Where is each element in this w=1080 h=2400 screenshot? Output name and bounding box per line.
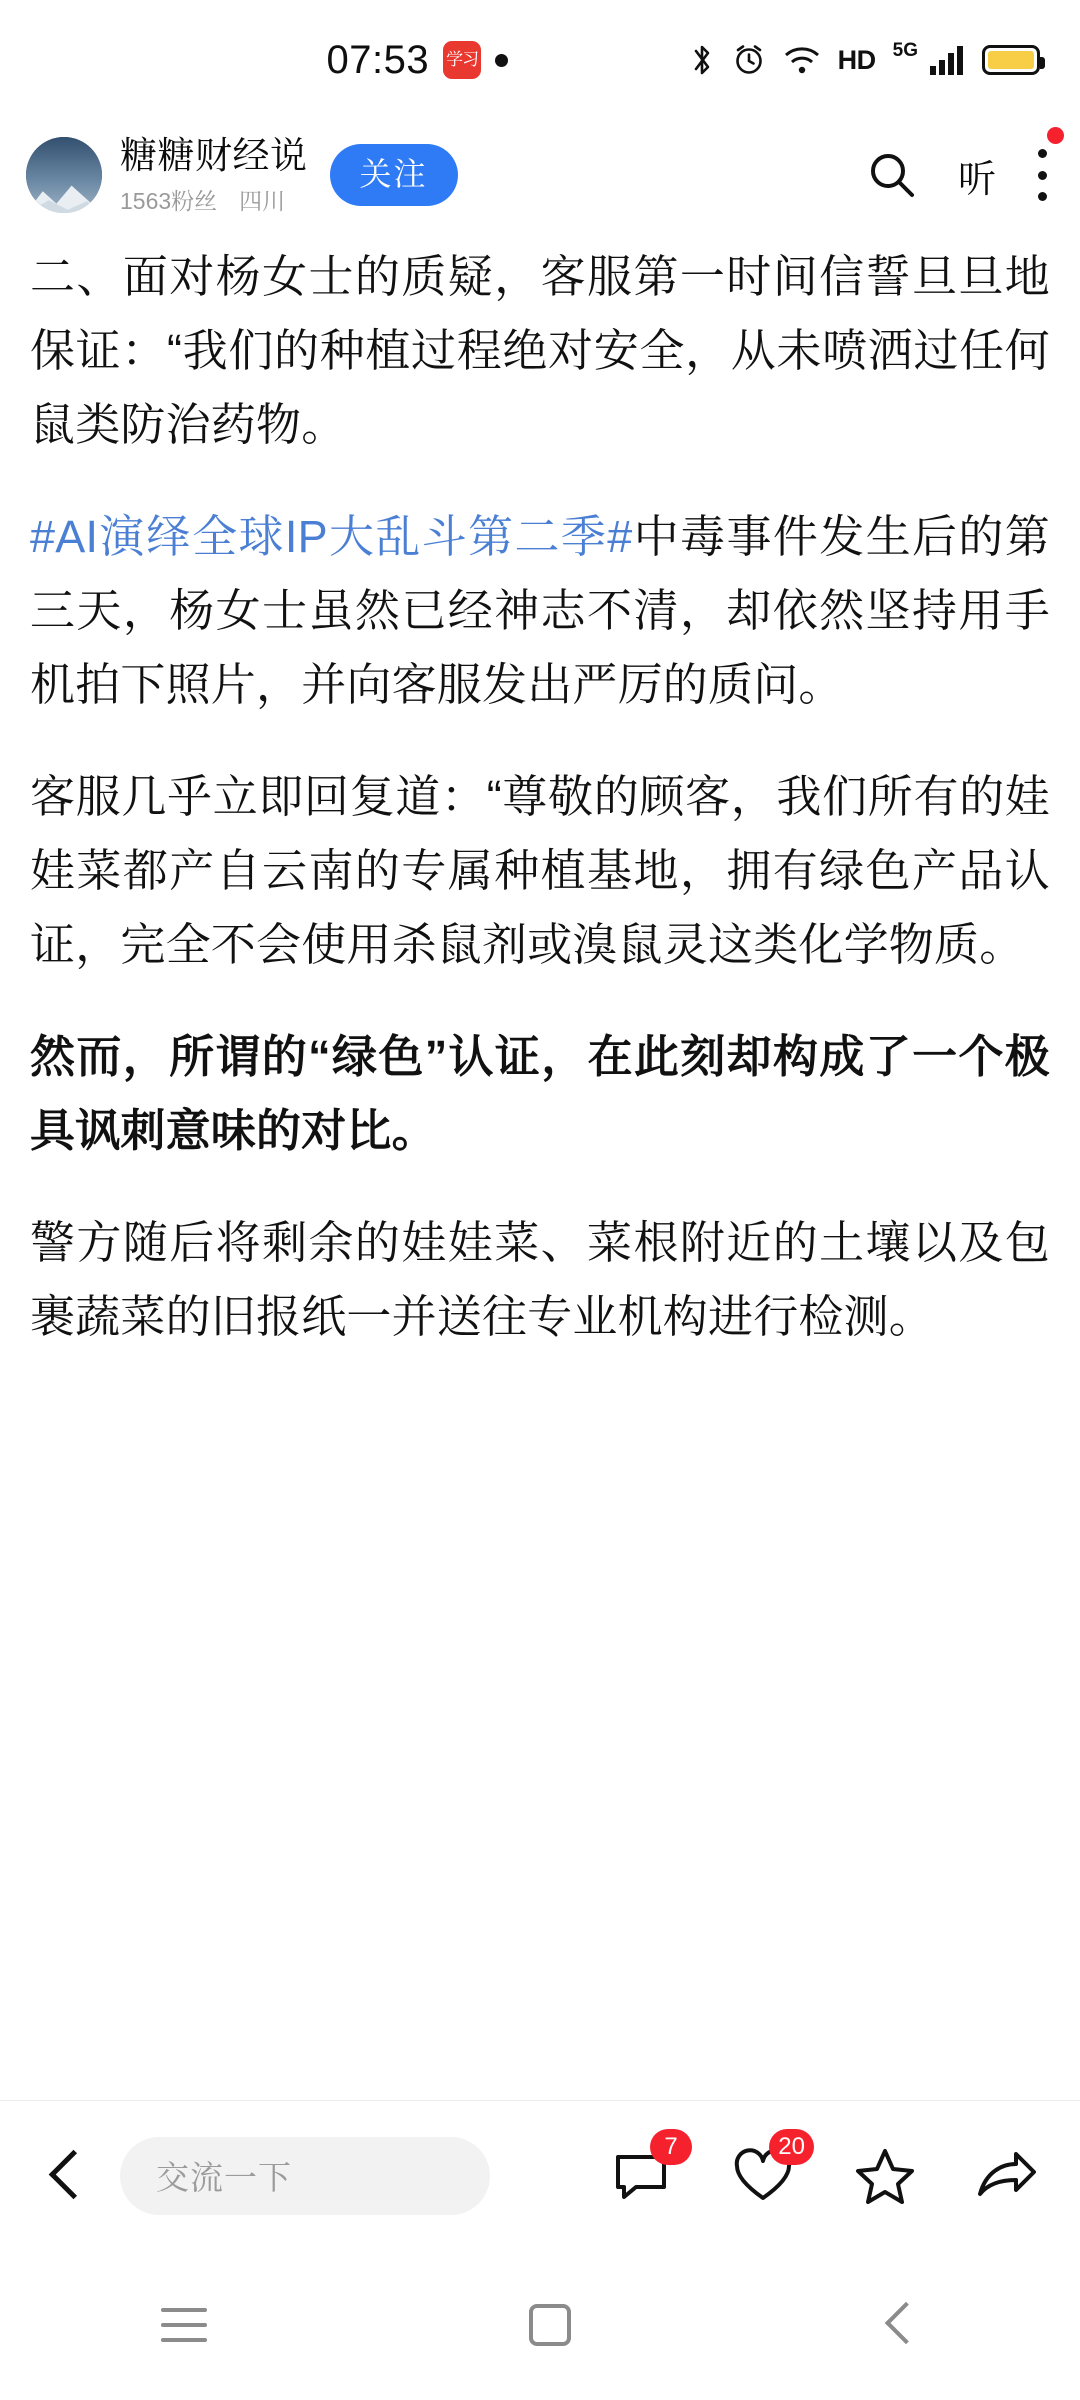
app-header [0, 120, 1080, 230]
follower-count: 1563粉丝 [120, 187, 218, 214]
network-type-label: 5G [892, 40, 918, 61]
account-meta [120, 183, 308, 216]
hd-icon: HD [837, 44, 876, 75]
like-count-badge: 20 [769, 2129, 814, 2165]
status-bar-left [146, 38, 689, 83]
like-icon[interactable] [732, 2132, 805, 2207]
paragraph-2-text: 中毒事件发生后的第三天，杨女士虽然已经神志不清，却依然坚持用手机拍下照片，并向客服发出严厉的质问。 [30, 511, 1050, 710]
article-body[interactable] [0, 230, 1080, 2100]
comment-icon[interactable] [610, 2132, 678, 2207]
comment-count-badge: 7 [650, 2129, 692, 2165]
wifi-icon [783, 45, 821, 75]
action-icons [610, 2132, 1046, 2207]
home-icon[interactable] [529, 2304, 571, 2346]
listen-button[interactable]: 听 [957, 158, 996, 201]
more-icon[interactable] [1036, 149, 1048, 201]
paragraph-2 [30, 500, 1050, 722]
recents-icon[interactable] [161, 2308, 207, 2342]
account-location: 四川 [239, 187, 286, 214]
alarm-icon [732, 43, 766, 77]
account-name: 糖糖财经说 [120, 134, 308, 176]
comment-placeholder: 交流一下 [156, 2159, 292, 2196]
bluetooth-icon [689, 43, 715, 77]
comment-input[interactable] [120, 2137, 490, 2215]
nav-back-icon[interactable] [893, 2303, 919, 2347]
share-icon[interactable] [976, 2145, 1038, 2207]
paragraph-4: 然而，所谓的“绿色”认证，在此刻却构成了一个极具讽刺意味的对比。 [30, 1031, 1050, 1156]
paragraph-1: 二、面对杨女士的质疑，客服第一时间信誓旦旦地保证：“我们的种植过程绝对安全，从未喷洒过任何鼠类防治药物。 [30, 251, 1050, 450]
paragraph-5: 警方随后将剩余的娃娃菜、菜根附近的土壤以及包裹蔬菜的旧报纸一并送往专业机构进行检测。 [30, 1217, 1050, 1342]
avatar[interactable] [26, 137, 102, 213]
more-badge-dot-icon [1047, 127, 1064, 144]
system-navigation-bar [0, 2250, 1080, 2400]
favorite-icon[interactable] [854, 2145, 916, 2207]
app-header-actions [866, 148, 1052, 203]
signal-icon [929, 44, 965, 76]
back-icon[interactable] [34, 2144, 98, 2208]
hashtag-link[interactable]: #AI演绎全球IP大乱斗第二季# [30, 511, 633, 562]
follow-button[interactable]: 关注 [330, 144, 458, 206]
battery-icon [982, 45, 1040, 75]
paragraph-3: 客服几乎立即回复道：“尊敬的顾客，我们所有的娃娃菜都产自云南的专属种植基地，拥有绿色产品认证，完全不会使用杀鼠剂或溴鼠灵这类化学物质。 [30, 771, 1050, 970]
search-icon[interactable] [866, 149, 918, 201]
status-time: 07:53 [326, 37, 430, 82]
notification-dot-icon [495, 54, 508, 67]
bottom-action-bar [0, 2100, 1080, 2250]
status-bar [0, 0, 1080, 120]
account-info[interactable] [120, 135, 308, 216]
study-badge-icon: 学习 [443, 41, 481, 79]
status-bar-right [689, 40, 1040, 77]
